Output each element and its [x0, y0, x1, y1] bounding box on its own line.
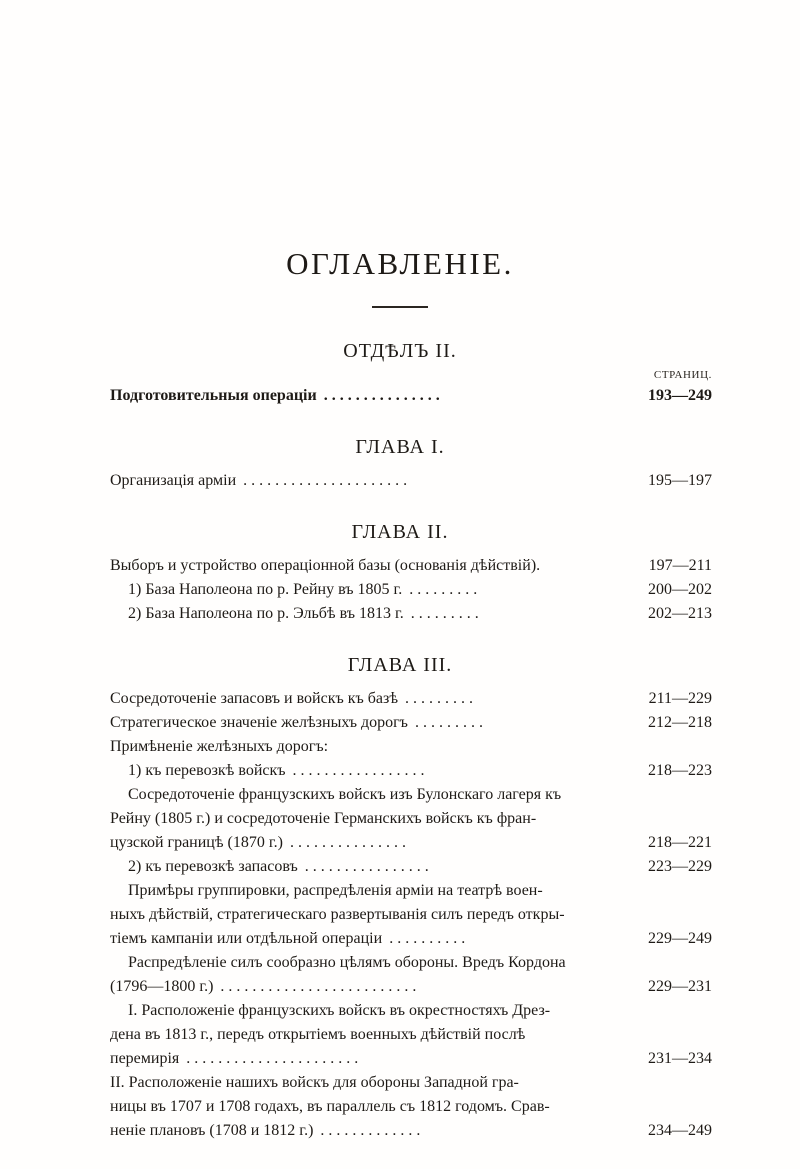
toc-entry: [110, 578, 712, 602]
toc-entry: [110, 855, 712, 879]
page-range: 200—202: [648, 581, 712, 598]
section-heading: ОТДѢЛЪ II.: [343, 340, 457, 362]
entry-text: Организація арміи . . . . . . . . . . . . . . . . . . . . .: [110, 472, 408, 489]
toc-entry: [110, 879, 712, 951]
title-divider: [372, 306, 428, 308]
page-range: 195—197: [648, 472, 712, 489]
pages-column-header: СТРАНИЦ.: [653, 369, 712, 381]
chapter-heading: ГЛАВА I.: [355, 436, 445, 458]
dot-leader: . . . . . . . . . . . . . . . . . . . . . .: [186, 1050, 359, 1067]
dot-leader: . . . . . . . . .: [409, 581, 478, 598]
dot-leader: . . . . . . . . . .: [389, 930, 466, 947]
entry-text: 2) къ перевозкѣ запасовъ . . . . . . . . . . . . . . . .: [128, 858, 429, 875]
toc-entry: [110, 687, 712, 711]
entry-text: Примѣры группировки, распредѣленія арміи на театрѣ воен- ныхъ дѣйствій, стратегическаго развертыванія силъ передъ откры- тіемъ кампаніи или отдѣльной операціи . . . . . . . . . .: [110, 882, 565, 947]
page-range: 197—211: [648, 557, 712, 574]
dot-leader: . . . . . . . . .: [410, 605, 479, 622]
entry-text: I. Расположеніе французскихъ войскъ въ окрестностяхъ Дрез- дена въ 1813 г., передъ открытіемъ военныхъ дѣйствій послѣ перемирія . . . . . . . . . . . . . . . . . . . . . .: [110, 1002, 551, 1067]
page-range: 234—249: [648, 1122, 712, 1139]
entry-text: II. Расположеніе нашихъ войскъ для обороны Западной гра- ницы въ 1707 и 1708 годахъ, въ параллель съ 1812 годомъ. Срав- неніе плановъ (1708 и 1812 г.) . . . . . . . . . . . . .: [110, 1074, 550, 1139]
chapter-heading: ГЛАВА II.: [351, 521, 449, 543]
toc-entry: [110, 759, 712, 783]
toc-entry: [110, 711, 712, 735]
toc-entry: [110, 554, 712, 578]
dot-leader: . . . . . . . . . . . . . . . . .: [292, 762, 425, 779]
dot-leader: . . . . . . . . .: [414, 714, 483, 731]
toc-entry: [110, 783, 712, 855]
entry-text: 1) База Наполеона по р. Рейну въ 1805 г. . . . . . . . . .: [128, 581, 478, 598]
entry-text: Подготовительныя операціи . . . . . . . . . . . . . . .: [110, 387, 440, 404]
dot-leader: . . . . . . . . . . . . . . . .: [304, 858, 429, 875]
dot-leader: . . . . . . . . .: [405, 690, 474, 707]
page-range: 229—249: [648, 930, 712, 947]
toc: [110, 384, 712, 1143]
chapter-heading: ГЛАВА III.: [347, 654, 453, 676]
toc-content: [0, 369, 800, 1143]
dot-leader: . . . . . . . . . . . . . . .: [323, 387, 440, 404]
dot-leader: . . . . . . . . . . . . . . . . . . . . .: [243, 472, 408, 489]
page-range: 218—223: [648, 762, 712, 779]
entry-text: Сосредоточеніе французскихъ войскъ изъ Булонскаго лагеря къ Рейну (1805 г.) и сосредоточеніе Германскихъ войскъ къ фран- цузской границѣ (1870 г.) . . . . . . . . . . . . . . .: [110, 786, 562, 851]
page-range: 193—249: [648, 387, 712, 404]
page-range: 202—213: [648, 605, 712, 622]
page-range: 212—218: [648, 714, 712, 731]
entry-text: Распредѣленіе силъ сообразно цѣлямъ обороны. Вредъ Кордона (1796—1800 г.) . . . . . . . . . . . . . . . . . . . . . . . . .: [110, 954, 566, 995]
page-range: 211—229: [648, 690, 712, 707]
page-range: 223—229: [648, 858, 712, 875]
toc-entry: [110, 384, 712, 408]
page-range: 229—231: [648, 978, 712, 995]
toc-entry: [110, 999, 712, 1071]
dot-leader: . . . . . . . . . . . . . . . . . . . . . . . . .: [220, 978, 417, 995]
entry-text: Выборъ и устройство операціонной базы (основанія дѣйствій).: [110, 557, 541, 574]
entry-text: Сосредоточеніе запасовъ и войскъ къ базѣ . . . . . . . . .: [110, 690, 474, 707]
entry-text: 2) База Наполеона по р. Эльбѣ въ 1813 г. . . . . . . . . .: [128, 605, 479, 622]
toc-entry: [110, 951, 712, 999]
toc-entry: [110, 602, 712, 626]
dot-leader: . . . . . . . . . . . . . . .: [289, 834, 406, 851]
page-range: 218—221: [648, 834, 712, 851]
page-title: ОГЛАВЛЕНІЕ.: [286, 246, 514, 281]
page-range: 231—234: [648, 1050, 712, 1067]
dot-leader: . . . . . . . . . . . . .: [320, 1122, 421, 1139]
toc-entry: [110, 1071, 712, 1143]
entry-text: Примѣненіе желѣзныхъ дорогъ:: [110, 738, 329, 755]
toc-entry: [110, 735, 712, 759]
toc-entry: [110, 469, 712, 493]
entry-text: 1) къ перевозкѣ войскъ . . . . . . . . . . . . . . . . .: [128, 762, 425, 779]
entry-text: Стратегическое значеніе желѣзныхъ дорогъ . . . . . . . . .: [110, 714, 483, 731]
